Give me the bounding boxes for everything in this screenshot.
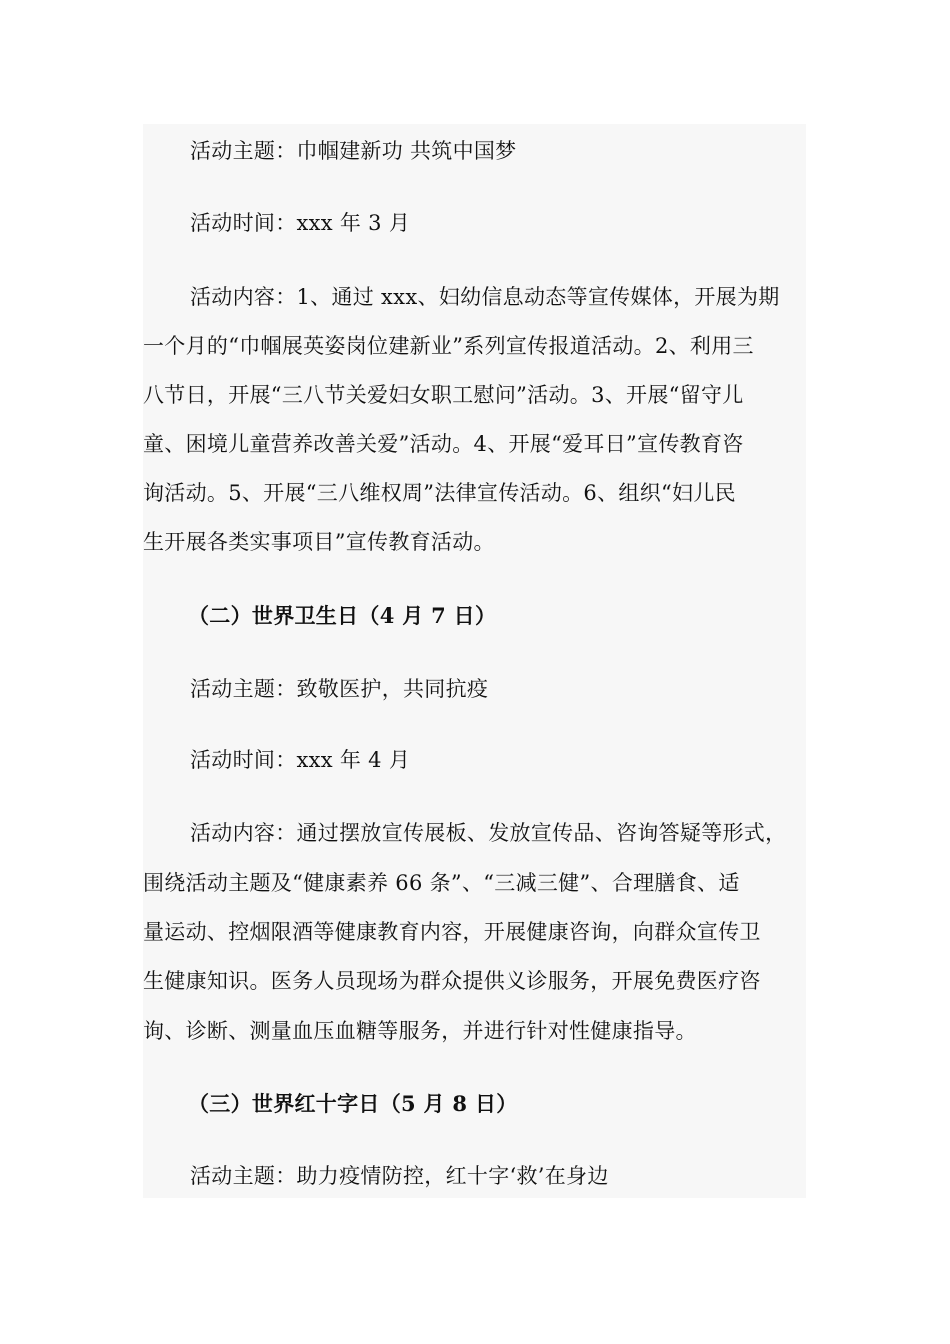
section3-theme: 活动主题：助力疫情防控，红十字‘救’在身边 xyxy=(190,1164,609,1188)
section2-time: 活动时间：xxx 年 4 月 xyxy=(190,748,411,772)
section1-content-line: 一个月的“巾帼展英姿岗位建新业”系列宣传报道活动。2、利用三 xyxy=(143,334,754,358)
section2-content-line: 量运动、控烟限酒等健康教育内容，开展健康咨询，向群众宣传卫 xyxy=(143,920,761,944)
section1-time: 活动时间：xxx 年 3 月 xyxy=(190,211,411,235)
section1-content-line: 童、困境儿童营养改善关爱”活动。4、开展“爱耳日”宣传教育咨 xyxy=(143,432,744,456)
section1-theme: 活动主题：巾帼建新功 共筑中国梦 xyxy=(190,139,517,163)
section1-content-line: 生开展各类实事项目”宣传教育活动。 xyxy=(143,530,495,554)
section2-content-line: 询、诊断、测量血压血糖等服务，并进行针对性健康指导。 xyxy=(143,1019,697,1043)
section2-theme: 活动主题：致敬医护，共同抗疫 xyxy=(190,677,489,701)
section2-content-line: 围绕活动主题及“健康素养 66 条”、“三减三健”、合理膳食、适 xyxy=(143,871,740,895)
section3-heading: （三）世界红十字日（5 月 8 日） xyxy=(188,1091,518,1116)
section2-content-line: 生健康知识。医务人员现场为群众提供义诊服务，开展免费医疗咨 xyxy=(143,969,761,993)
section2-heading: （二）世界卫生日（4 月 7 日） xyxy=(188,603,497,628)
section1-content-line: 询活动。5、开展“三八维权周”法律宣传活动。6、组织“妇儿民 xyxy=(143,481,736,505)
section1-content-line: 活动内容：1、通过 xxx、妇幼信息动态等宣传媒体，开展为期 xyxy=(190,285,780,309)
section1-content-line: 八节日，开展“三八节关爱妇女职工慰问”活动。3、开展“留守儿 xyxy=(143,383,744,407)
section2-content-line: 活动内容：通过摆放宣传展板、发放宣传品、咨询答疑等形式， xyxy=(190,821,787,845)
